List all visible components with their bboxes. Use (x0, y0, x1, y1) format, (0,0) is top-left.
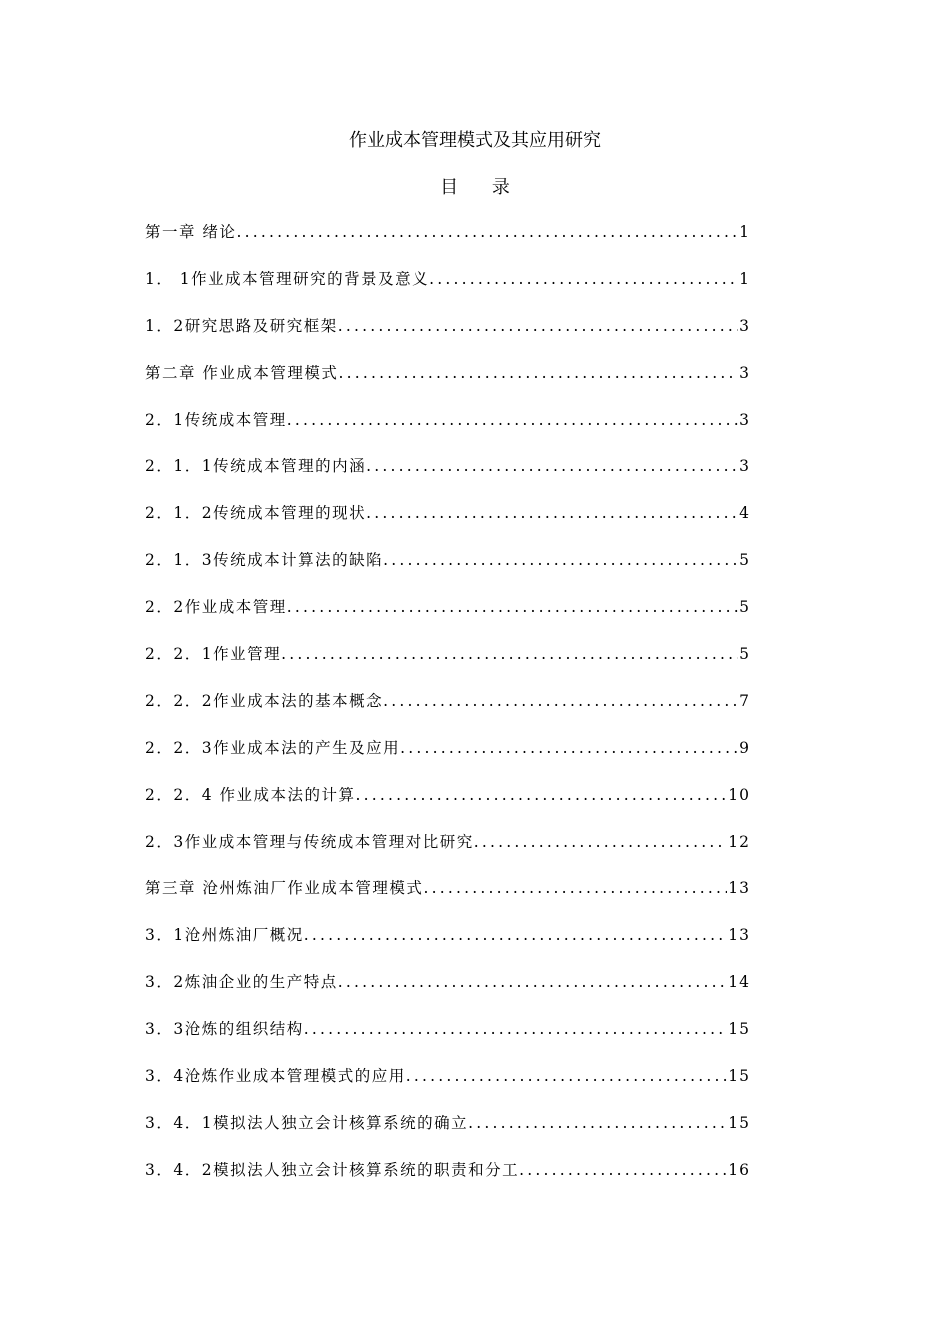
toc-leader-dots (236, 222, 738, 242)
toc-entry-page-number: 12 (728, 832, 750, 851)
toc-entry[interactable] (145, 222, 750, 269)
toc-entry-label: 3．2炼油企业的生产特点 (145, 973, 338, 992)
table-of-contents (145, 222, 750, 1207)
toc-entry[interactable] (145, 1066, 750, 1113)
toc-entry-label: 2．1．3传统成本计算法的缺陷 (145, 551, 384, 570)
toc-leader-dots (338, 972, 728, 992)
toc-entry-page-number: 3 (739, 410, 750, 429)
toc-entry-label: 3．4．2模拟法人独立会计核算系统的职责和分工 (145, 1160, 520, 1179)
toc-entry[interactable] (145, 1160, 750, 1207)
toc-leader-dots (406, 1066, 728, 1086)
toc-entry-page-number: 3 (739, 363, 750, 382)
toc-leader-dots (429, 269, 738, 289)
toc-entry-page-number: 13 (728, 879, 750, 898)
toc-entry-page-number: 15 (728, 1067, 750, 1086)
toc-entry-label: 2．2作业成本管理 (145, 598, 287, 617)
toc-entry[interactable] (145, 269, 750, 316)
toc-leader-dots (356, 785, 728, 805)
toc-entry-label: 2．2．4 作业成本法的计算 (145, 785, 356, 804)
toc-entry[interactable] (145, 691, 750, 738)
toc-entry-page-number: 10 (728, 785, 750, 804)
toc-leader-dots (423, 878, 727, 898)
toc-entry-label: 第三章 沧州炼油厂作业成本管理模式 (145, 879, 424, 898)
toc-entry-page-number: 3 (739, 316, 750, 335)
toc-leader-dots (468, 1113, 727, 1133)
toc-entry-page-number: 15 (728, 1020, 750, 1039)
toc-leader-dots (304, 1019, 728, 1039)
toc-entry-label: 3．1沧州炼油厂概况 (145, 926, 304, 945)
toc-entry-page-number: 4 (739, 504, 750, 523)
toc-entry-label: 1．2研究思路及研究框架 (145, 316, 338, 335)
toc-entry[interactable] (145, 316, 750, 363)
toc-entry-page-number: 14 (728, 973, 750, 992)
toc-leader-dots (400, 738, 738, 758)
toc-entry-label: 2．1传统成本管理 (145, 410, 287, 429)
toc-entry[interactable] (145, 644, 750, 691)
toc-entry[interactable] (145, 363, 750, 410)
toc-entry[interactable] (145, 410, 750, 457)
toc-entry-page-number: 1 (739, 223, 750, 241)
toc-entry-page-number: 3 (739, 457, 750, 476)
toc-entry[interactable] (145, 597, 750, 644)
toc-entry-page-number: 16 (728, 1160, 750, 1179)
toc-entry-label: 2．1．2传统成本管理的现状 (145, 504, 367, 523)
toc-leader-dots (383, 550, 738, 570)
toc-leader-dots (366, 456, 738, 476)
document-title: 作业成本管理模式及其应用研究 (349, 130, 601, 151)
toc-entry-page-number: 7 (739, 691, 750, 710)
toc-leader-dots (304, 925, 728, 945)
toc-entry-label: 2．2．3作业成本法的产生及应用 (145, 738, 401, 757)
toc-entry-page-number: 5 (739, 598, 750, 617)
toc-entry[interactable] (145, 456, 750, 503)
toc-leader-dots (519, 1160, 727, 1180)
toc-entry-page-number: 5 (739, 645, 750, 664)
toc-entry-label: 1． 1作业成本管理研究的背景及意义 (145, 269, 430, 288)
toc-entry-label: 2．2．2作业成本法的基本概念 (145, 691, 384, 710)
toc-entry[interactable] (145, 785, 750, 832)
toc-leader-dots (287, 597, 738, 617)
toc-entry-label: 第一章 绪论 (145, 223, 237, 241)
toc-leader-dots (338, 316, 738, 336)
toc-leader-dots (281, 644, 738, 664)
toc-entry-page-number: 1 (739, 269, 750, 288)
toc-entry-label: 2．3作业成本管理与传统成本管理对比研究 (145, 832, 474, 851)
toc-entry[interactable] (145, 503, 750, 550)
toc-entry[interactable] (145, 1113, 750, 1160)
toc-entry-page-number: 13 (728, 926, 750, 945)
toc-entry-page-number: 9 (739, 738, 750, 757)
toc-entry-label: 2．2．1作业管理 (145, 645, 282, 664)
toc-entry[interactable] (145, 1019, 750, 1066)
toc-entry-label: 3．4沧炼作业成本管理模式的应用 (145, 1067, 406, 1086)
toc-leader-dots (366, 503, 738, 523)
toc-entry[interactable] (145, 925, 750, 972)
toc-entry-label: 3．4．1模拟法人独立会计核算系统的确立 (145, 1113, 469, 1132)
toc-leader-dots (383, 691, 738, 711)
toc-entry-label: 3．3沧炼的组织结构 (145, 1020, 304, 1039)
toc-entry[interactable] (145, 550, 750, 597)
toc-leader-dots (474, 832, 728, 852)
toc-entry[interactable] (145, 738, 750, 785)
toc-leader-dots (338, 363, 738, 383)
toc-entry[interactable] (145, 832, 750, 879)
toc-entry[interactable] (145, 878, 750, 925)
toc-entry-label: 2．1．1传统成本管理的内涵 (145, 457, 367, 476)
toc-leader-dots (287, 410, 738, 430)
toc-heading: 目 录 (440, 177, 524, 198)
toc-entry[interactable] (145, 972, 750, 1019)
toc-entry-page-number: 15 (728, 1113, 750, 1132)
toc-entry-label: 第二章 作业成本管理模式 (145, 363, 339, 382)
toc-entry-page-number: 5 (739, 551, 750, 570)
